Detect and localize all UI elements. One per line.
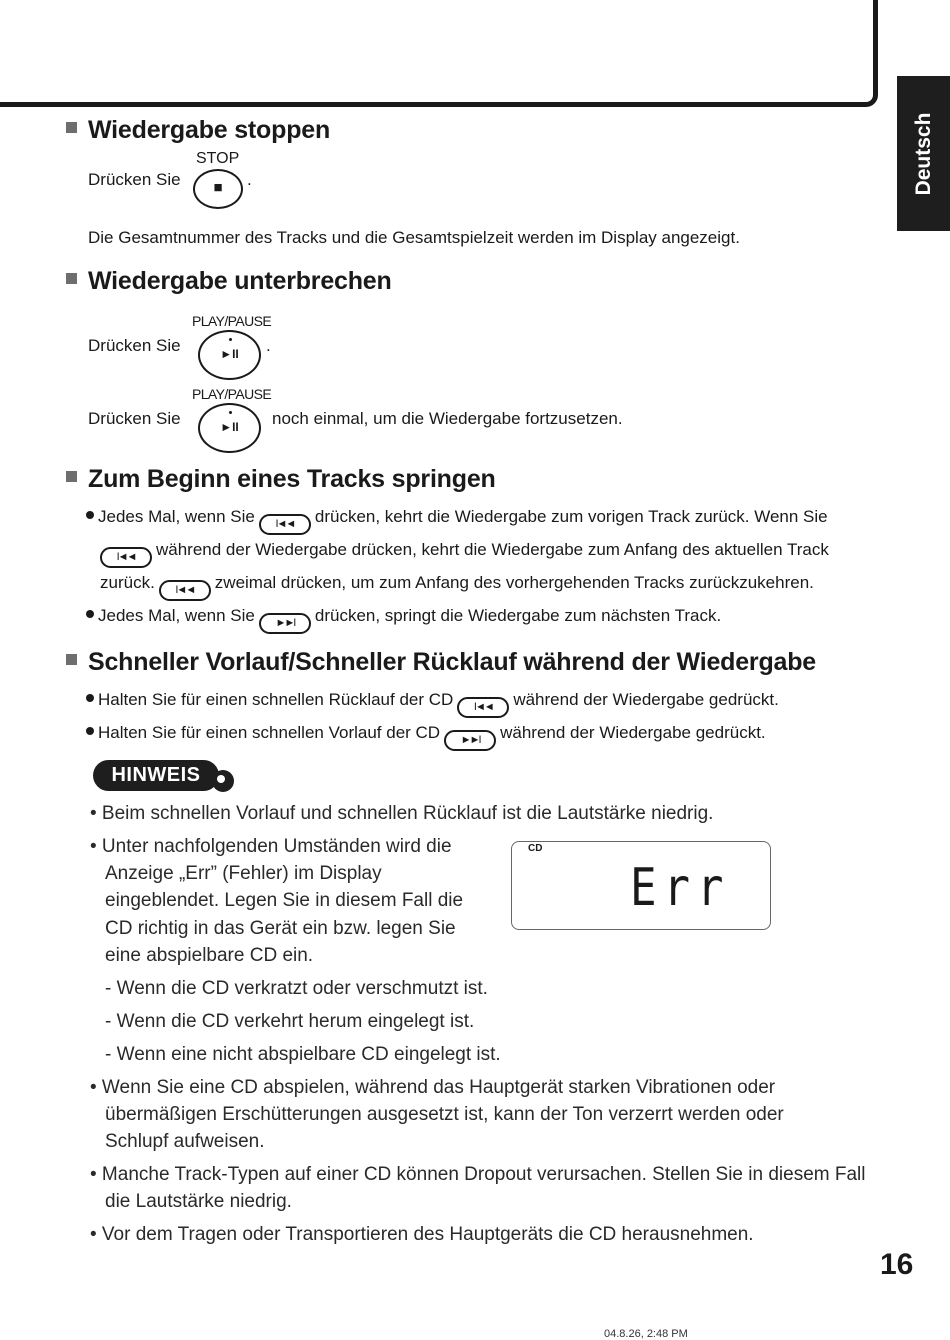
heading-skip: Zum Beginn eines Tracks springen [66, 465, 496, 494]
pause-press-text: Drücken Sie [88, 336, 181, 355]
display-error-text: Err [630, 858, 731, 918]
note-item-3-line-1: • Wenn Sie eine CD abspielen, während das Hauptgerät starken Vibrationen oder [90, 1077, 776, 1098]
note-item-2-line-2: Anzeige „Err” (Fehler) im Display [105, 863, 382, 884]
heading-stop: Wiedergabe stoppen [66, 116, 330, 145]
language-tab: Deutsch [897, 76, 950, 231]
fast-bullet-2: Halten Sie für einen schnellen Vorlauf der CD ►►I während der Wiedergabe gedrückt. [86, 723, 766, 751]
note-item-5: • Vor dem Tragen oder Transportieren des Hauptgeräts die CD herausnehmen. [90, 1224, 754, 1245]
note-badge: HINWEIS [93, 760, 219, 791]
bullet-square-icon [66, 122, 77, 133]
display-cd-indicator: CD [528, 843, 543, 854]
play-pause-label: PLAY/PAUSE [192, 313, 272, 329]
note-item-4-line-2: die Lautstärke niedrig. [105, 1191, 292, 1212]
footer-timestamp: 04.8.26, 2:48 PM [604, 1328, 688, 1340]
note-item-3-line-2: übermäßigen Erschütterungen ausgesetzt ist, kann der Ton verzerrt werden oder [105, 1104, 784, 1125]
play-pause-button-icon: ►II [198, 330, 261, 380]
bullet-square-icon [66, 471, 77, 482]
stop-button-icon: ■ [193, 169, 243, 209]
note-item-1: • Beim schnellen Vorlauf und schnellen Rücklauf ist die Lautstärke niedrig. [90, 803, 714, 824]
note-sub-3: - Wenn eine nicht abspielbare CD eingelegt ist. [105, 1044, 501, 1065]
stop-press-text: Drücken Sie [88, 170, 181, 189]
stop-button-label: STOP [196, 150, 240, 167]
note-item-2-line-4: CD richtig in das Gerät ein bzw. legen Sie [105, 918, 456, 939]
page-number: 16 [880, 1248, 914, 1281]
bullet-square-icon [66, 273, 77, 284]
pause-resume-text: noch einmal, um die Wiedergabe fortzusetzen. [272, 409, 623, 428]
skip-bullet-1: Jedes Mal, wenn Sie I◄◄ drücken, kehrt die Wiedergabe zum vorigen Track zurück. Wenn Sie [86, 507, 828, 535]
skip-bullet-1-line-2: I◄◄ während der Wiedergabe drücken, kehrt die Wiedergabe zum Anfang des aktuellen Track [100, 540, 829, 568]
note-item-2-line-5: eine abspielbare CD ein. [105, 945, 314, 966]
next-button-icon: ►►I [444, 730, 496, 751]
note-item-4-line-1: • Manche Track-Typen auf einer CD können Dropout verursachen. Stellen Sie in diesem Fall [90, 1164, 866, 1185]
skip-bullet-2: Jedes Mal, wenn Sie ►►I drücken, springt die Wiedergabe zum nächsten Track. [86, 606, 721, 634]
prev-button-icon: I◄◄ [159, 580, 211, 601]
prev-button-icon: I◄◄ [457, 697, 509, 718]
note-item-2-line-3: eingeblendet. Legen Sie in diesem Fall die [105, 890, 464, 911]
note-item-3-line-3: Schlupf aufweisen. [105, 1131, 265, 1152]
next-button-icon: ►►I [259, 613, 311, 634]
fast-bullet-1: Halten Sie für einen schnellen Rücklauf der CD I◄◄ während der Wiedergabe gedrückt. [86, 690, 779, 718]
lcd-display [511, 841, 771, 930]
play-pause-button-icon: ►II [198, 403, 261, 453]
note-sub-2: - Wenn die CD verkehrt herum eingelegt ist. [105, 1011, 475, 1032]
page-frame [0, 0, 878, 107]
pause-press2-text: Drücken Sie [88, 409, 181, 428]
bullet-square-icon [66, 654, 77, 665]
prev-button-icon: I◄◄ [100, 547, 152, 568]
note-item-2-line-1: • Unter nachfolgenden Umständen wird die [90, 836, 452, 857]
heading-fast: Schneller Vorlauf/Schneller Rücklauf während der Wiedergabe [66, 648, 816, 677]
note-sub-1: - Wenn die CD verkratzt oder verschmutzt ist. [105, 978, 488, 999]
prev-button-icon: I◄◄ [259, 514, 311, 535]
note-badge-icon [212, 770, 234, 792]
play-pause-label: PLAY/PAUSE [192, 386, 272, 402]
heading-pause: Wiedergabe unterbrechen [66, 267, 392, 296]
skip-bullet-1-line-3: zurück. I◄◄ zweimal drücken, um zum Anfang des vorhergehenden Tracks zurückzukehren. [100, 573, 814, 601]
stop-info-text: Die Gesamtnummer des Tracks und die Gesamtspielzeit werden im Display angezeigt. [88, 228, 740, 247]
